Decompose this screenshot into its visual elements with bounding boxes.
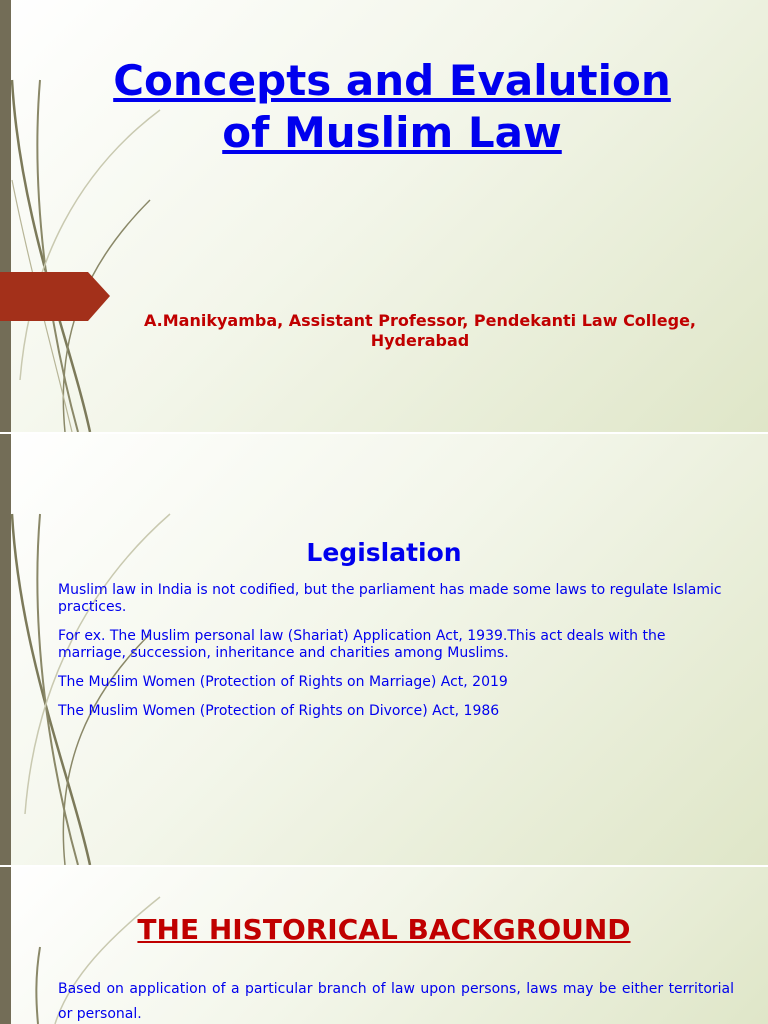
slide-historical-background [0,867,768,1024]
list-item: The Muslim Women (Protection of Rights on Divorce) Act, 1986 [58,703,500,719]
list-item: Muslim law in India is not codified, but the parliament has made some laws to regulate Islamic practices. [58,582,722,615]
slide-legislation [0,434,768,865]
left-bar [0,434,11,865]
list-item: For ex. The Muslim personal law (Shariat) Application Act, 1939.This act deals with the marriage, succession, inheritance and charities among Muslims. [58,628,666,661]
list-item: The Muslim Women (Protection of Rights on Marriage) Act, 2019 [58,674,508,690]
list-item: Based on application of a particular branch of law upon persons, laws may be either territorial or personal. [58,981,734,1022]
left-bar [0,0,11,432]
presentation-title[interactable]: Concepts and Evalution of Muslim Law [113,56,671,157]
slide-heading: Legislation [306,538,462,567]
bullet-list [30,582,730,732]
slide-heading: THE HISTORICAL BACKGROUND [137,913,631,946]
slide-title [0,0,768,432]
title-tag-shape [0,272,110,321]
author-line: A.Manikyamba, Assistant Professor, Pendekanti Law College, Hyderabad [143,311,696,350]
